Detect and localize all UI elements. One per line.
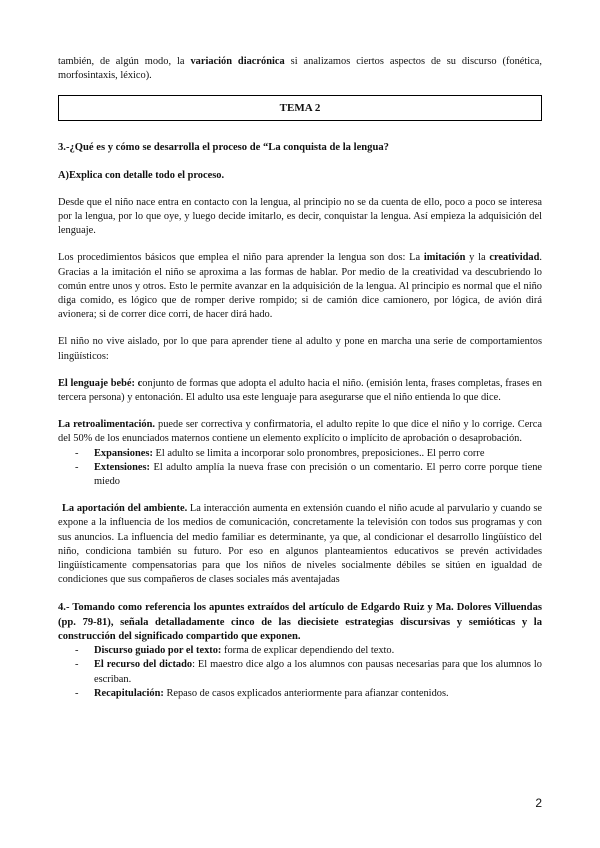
list-retroalimentacion xyxy=(58,447,542,490)
list-item: - El recurso del dictado: El maestro dice algo a los alumnos con pausas necesarias para que los alumnos lo escriban. xyxy=(75,659,542,685)
paragraph-aportacion-ambiente: La aportación del ambiente. La interacción aumenta en extensión cuando el niño acude al parvulario y cuando se expone a la influencia de los medios de comunicación, concretamente la televisión con todos sus programas y con sus anuncios. La influencia del medio familiar es determinante, ya que, al condicionar el desarrollo lingüístico del niño, condiciona también su futuro. Por eso en algunos planteamientos educativos se prevén actividades lingüísticamente compensatorias para que los niños de niveles socialmente débiles se sitúen en igualdad de condiciones que sus compañeros de clases sociales más aventajadas xyxy=(58,503,542,586)
document-page xyxy=(58,55,542,701)
list-estrategias xyxy=(58,644,542,701)
paragraph-1: Desde que el niño nace entra en contacto con la lengua, al principio no se da cuenta de ello, poco a poco se interesa por la lengua, por lo que oye, y luego decide imitarlo, es decir, conquistar la lengua. Así empieza la adquisición del lenguaje. xyxy=(58,196,542,237)
paragraph-lenguaje-bebe: El lenguaje bebé: conjunto de formas que adopta el adulto hacia el niño. (emisión lenta, frases completas, frases en tercera persona) y entonación. El adulto usa este lenguaje para asegurarse que el niño entienda lo que dice. xyxy=(58,377,542,404)
list-item: - Extensiones: El adulto amplía la nueva frase con precisión o un comentario. El perro corre porque tiene miedo xyxy=(75,461,542,488)
question-3-title: 3.-¿Qué es y cómo se desarrolla el proceso de “La conquista de la lengua? xyxy=(58,142,389,154)
list-item: - Discurso guiado por el texto: forma de explicar dependiendo del texto. xyxy=(75,645,395,657)
intro-paragraph: también, de algún modo, la variación diacrónica si analizamos ciertos aspectos de su discurso (fonética, morfosintaxis, léxico). xyxy=(58,56,542,82)
list-item: - Recapitulación: Repaso de casos explicados anteriormente para afianzar contenidos. xyxy=(75,687,449,699)
page-number: 2 xyxy=(535,796,542,810)
paragraph-3: El niño no vive aislado, por lo que para aprender tiene al adulto y pone en marcha una serie de comportamientos lingüísticos: xyxy=(58,336,542,362)
section-title-box: TEMA 2 xyxy=(58,95,542,121)
list-item: - Expansiones: El adulto se limita a incorporar solo pronombres, preposiciones.. El perro corre xyxy=(75,447,485,459)
question-3-subtitle: A)Explica con detalle todo el proceso. xyxy=(58,169,225,181)
paragraph-2: Los procedimientos básicos que emplea el niño para aprender la lengua son dos: La imitación y la creatividad. Gracias a la imitación el niño se aproxima a las formas de hablar. Por medio de la creatividad va descubriendo lo común entre unos y otros. Esto le permite avanzar en la adquisición de la lengua. Al principio es normal que el niño diga comido, es lógico que de romper derive rompido; si de camión dice camionero, por lógica, de avión dirá avionera; si de correr dice corri, de hacer dirá hado. xyxy=(58,252,542,321)
question-4-title: 4.- Tomando como referencia los apuntes extraídos del artículo de Edgardo Ruiz y Ma. Dolores Villuendas (pp. 79-81), señala detalladamente cinco de las diecisiete estrategias discursivas y semióticas y la construcción del significado compartido que exponen. xyxy=(58,602,542,642)
intro-bold: variación diacrónica xyxy=(190,56,285,67)
paragraph-retroalimentacion: La retroalimentación. puede ser correctiva y confirmatoria, el adulto repite lo que dice el niño y lo corrige. Cerca del 50% de los enunciados maternos contiene un elemento explícito o implícito de aprobación o desaprobación. xyxy=(58,419,542,445)
